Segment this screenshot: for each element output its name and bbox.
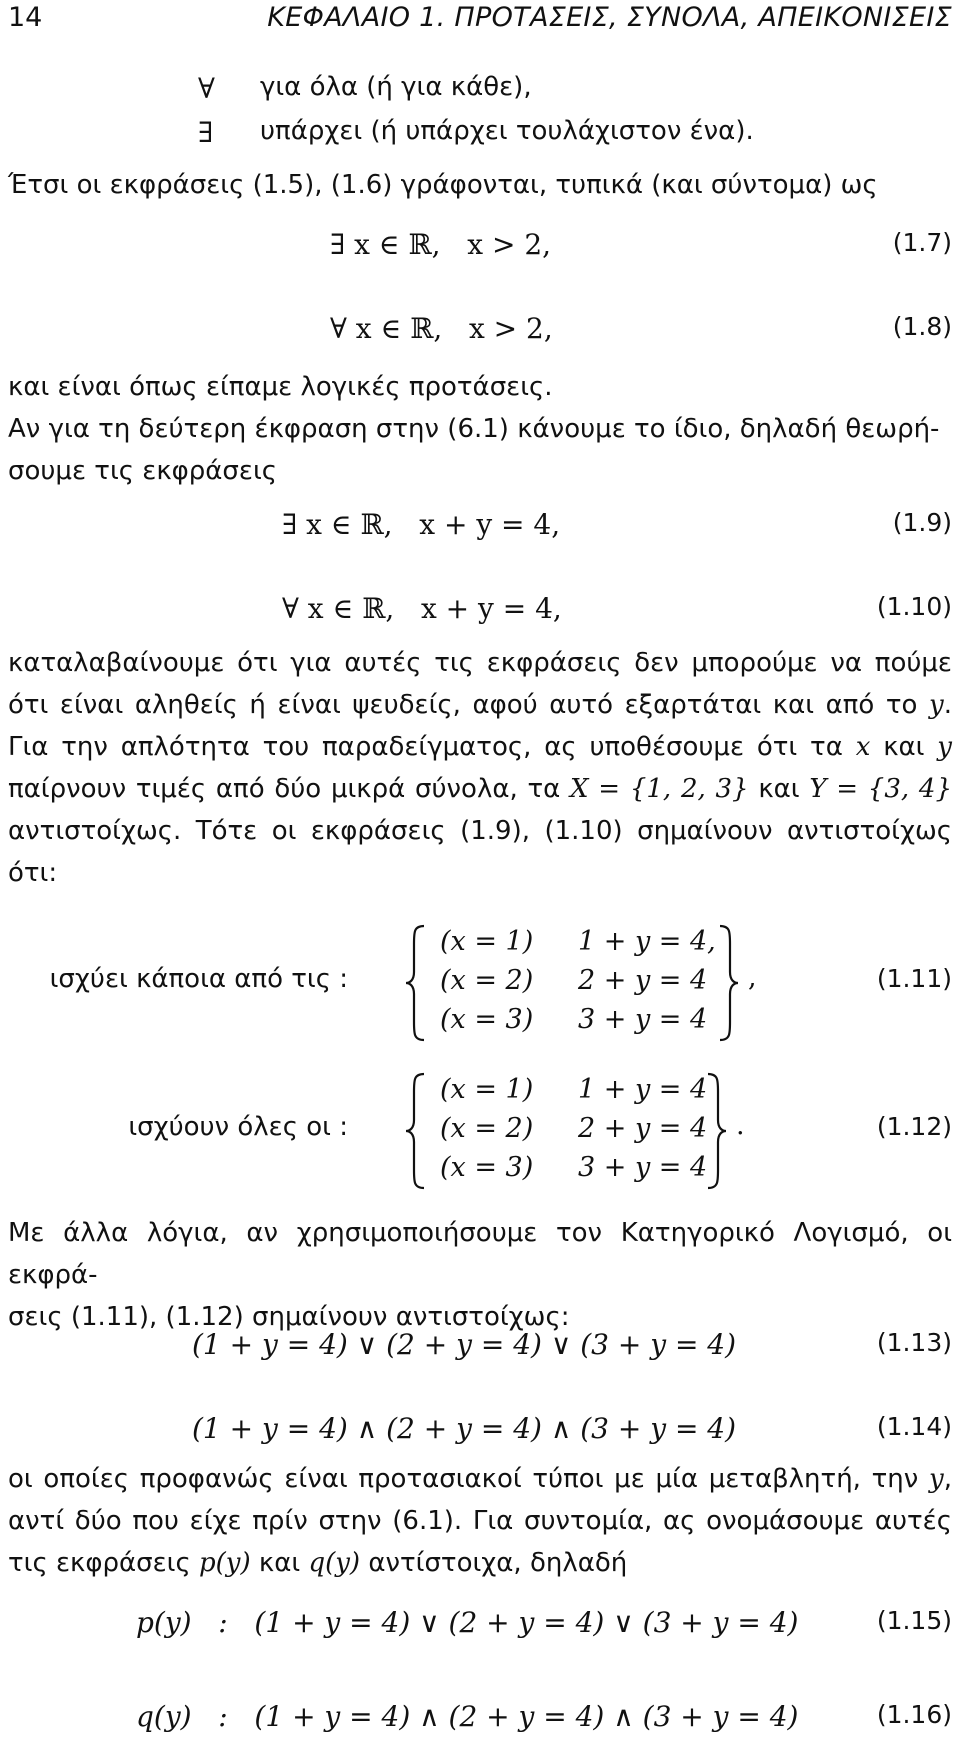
equation-body: q(y) : (1 + y = 4) ∧ (2 + y = 4) ∧ (3 + y = 4) xyxy=(136,1700,799,1733)
equation-number: (1.14) xyxy=(876,1412,952,1441)
system-rows xyxy=(440,1072,720,1189)
math-var-y: y xyxy=(929,690,944,720)
running-head: ΚΕΦΑΛΑΙΟ 1. ΠΡΟΤΑΣΕΙΣ, ΣΥΝΟΛΑ, ΑΠΕΙΚΟΝΙΣΕΙΣ xyxy=(267,2,952,33)
right-brace xyxy=(706,1072,728,1190)
math-var-y: y xyxy=(929,1464,944,1494)
system-row xyxy=(440,924,720,963)
equation-number: (1.16) xyxy=(876,1700,952,1729)
equation-1-16 xyxy=(0,1700,960,1744)
text-run: καταλαβαίνουμε ότι για αυτές τις εκφράσεις δεν μπορούμε να πούμε ότι είναι αληθείς ή είναι ψευδείς, αφού αυτό εξαρτάται και από το xyxy=(8,648,952,720)
paragraph-predicate-calculus xyxy=(8,1212,952,1338)
equation-number: (1.15) xyxy=(876,1606,952,1635)
paragraph-line: σεις (1.11), (1.12) σημαίνουν αντιστοίχως: xyxy=(8,1302,570,1332)
math-q-of-y: q(y) xyxy=(308,1548,361,1578)
condition: (x = 3) xyxy=(440,1004,534,1035)
text-run: . Για την απλότητα του παραδείγματος, ας υποθέσουμε ότι τα xyxy=(8,690,952,762)
equation-1-7 xyxy=(0,228,960,272)
equation-body: ∃ x ∈ ℝ, x > 2, xyxy=(330,228,552,261)
equation-body: ∀ x ∈ ℝ, x + y = 4, xyxy=(282,592,562,625)
equation: 3 + y = 4 xyxy=(578,1004,708,1035)
equation-number: (1.7) xyxy=(892,228,952,257)
equation: 1 + y = 4 xyxy=(578,1074,708,1105)
exists-symbol: ∃ xyxy=(198,116,214,149)
system-row xyxy=(440,1002,720,1041)
paragraph-second-expression xyxy=(8,366,952,492)
system-row xyxy=(440,963,720,1002)
equation-1-10 xyxy=(0,592,960,636)
system-label: ισχύει κάποια από τις : xyxy=(49,964,348,994)
text-run: και xyxy=(250,1548,309,1578)
equation-1-9 xyxy=(0,508,960,552)
equation-body: (1 + y = 4) ∨ (2 + y = 4) ∨ (3 + y = 4) xyxy=(192,1328,737,1361)
equation-body: ∃ x ∈ ℝ, x + y = 4, xyxy=(282,508,561,541)
equation-1-15 xyxy=(0,1606,960,1650)
system-1-12 xyxy=(0,1072,960,1192)
equation: 3 + y = 4 xyxy=(578,1152,708,1183)
system-row xyxy=(440,1150,720,1189)
system-row xyxy=(440,1111,720,1150)
paragraph-line: και είναι όπως είπαμε λογικές προτάσεις. xyxy=(8,372,553,402)
equation-1-14 xyxy=(0,1412,960,1456)
equation-body: p(y) : (1 + y = 4) ∨ (2 + y = 4) ∨ (3 + y = 4) xyxy=(136,1606,799,1639)
text-run: οι οποίες προφανώς είναι προτασιακοί τύποι με μία μεταβλητή, την xyxy=(8,1464,930,1494)
quantifier-forall-line xyxy=(0,72,960,112)
equation-number: (1.10) xyxy=(876,592,952,621)
text-run: και xyxy=(870,732,938,762)
math-var-x: x xyxy=(855,732,871,762)
left-brace xyxy=(404,1072,426,1190)
equation-number: (1.12) xyxy=(876,1112,952,1141)
system-row xyxy=(440,1072,720,1111)
equation-number: (1.13) xyxy=(876,1328,952,1357)
text-run: και xyxy=(748,774,810,804)
equation-1-13 xyxy=(0,1328,960,1372)
system-label: ισχύουν όλες οι : xyxy=(128,1112,348,1142)
equation-number: (1.11) xyxy=(876,964,952,993)
math-set-y: Y = {3, 4} xyxy=(809,774,952,804)
system-punctuation: . xyxy=(736,1110,745,1141)
condition: (x = 1) xyxy=(440,926,534,957)
equation-body: ∀ x ∈ ℝ, x > 2, xyxy=(330,312,553,345)
system-1-11 xyxy=(0,924,960,1044)
condition: (x = 3) xyxy=(440,1152,534,1183)
exists-meaning: υπάρχει (ή υπάρχει τουλάχιστον ένα). xyxy=(260,116,754,146)
condition: (x = 2) xyxy=(440,965,534,996)
page-header xyxy=(8,2,952,38)
right-brace xyxy=(718,924,740,1042)
paragraph-line: Με άλλα λόγια, αν χρησιμοποιήσουμε τον Κατηγορικό Λογισμό, οι εκφρά- xyxy=(8,1218,952,1290)
quantifier-exists-line xyxy=(0,116,960,156)
forall-meaning: για όλα (ή για κάθε), xyxy=(260,72,532,102)
page-number: 14 xyxy=(8,2,43,33)
forall-symbol: ∀ xyxy=(198,72,215,105)
equation-body: (1 + y = 4) ∧ (2 + y = 4) ∧ (3 + y = 4) xyxy=(192,1412,737,1445)
left-brace xyxy=(404,924,426,1042)
paragraph-line: Αν για τη δεύτερη έκφραση στην (6.1) κάνουμε το ίδιο, δηλαδή θεωρή- xyxy=(8,414,940,444)
condition: (x = 2) xyxy=(440,1113,534,1144)
equation: 1 + y = 4, xyxy=(578,926,716,957)
math-var-y: y xyxy=(937,732,952,762)
text-run: αντίστοιχα, δηλαδή xyxy=(360,1548,628,1578)
paragraph-intro: Έτσι οι εκφράσεις (1.5), (1.6) γράφονται, τυπικά (και σύντομα) ως xyxy=(8,170,878,200)
equation-number: (1.9) xyxy=(892,508,952,537)
text-run: παίρνουν τιμές από δύο μικρά σύνολα, τα xyxy=(8,774,571,804)
text-run: αντιστοίχως. Τότε οι εκφράσεις (1.9), (1.10) σημαίνουν αντιστοίχως ότι: xyxy=(8,816,952,888)
equation: 2 + y = 4 xyxy=(578,1113,708,1144)
system-rows xyxy=(440,924,720,1041)
paragraph-propositional-forms xyxy=(8,1458,952,1584)
equation-number: (1.8) xyxy=(892,312,952,341)
paragraph-line: σουμε τις εκφράσεις xyxy=(8,456,278,486)
equation: 2 + y = 4 xyxy=(578,965,708,996)
equation-1-8 xyxy=(0,312,960,356)
system-punctuation: , xyxy=(748,962,757,993)
text-run: , αντί δύο που είχε πρίν στην (6.1). Για συντομία, ας ονομάσουμε αυτές τις εκφράσεις xyxy=(8,1464,952,1578)
math-set-x: X = {1, 2, 3} xyxy=(570,774,749,804)
condition: (x = 1) xyxy=(440,1074,534,1105)
paragraph-truth-dependence xyxy=(8,642,952,894)
math-p-of-y: p(y) xyxy=(199,1548,251,1578)
